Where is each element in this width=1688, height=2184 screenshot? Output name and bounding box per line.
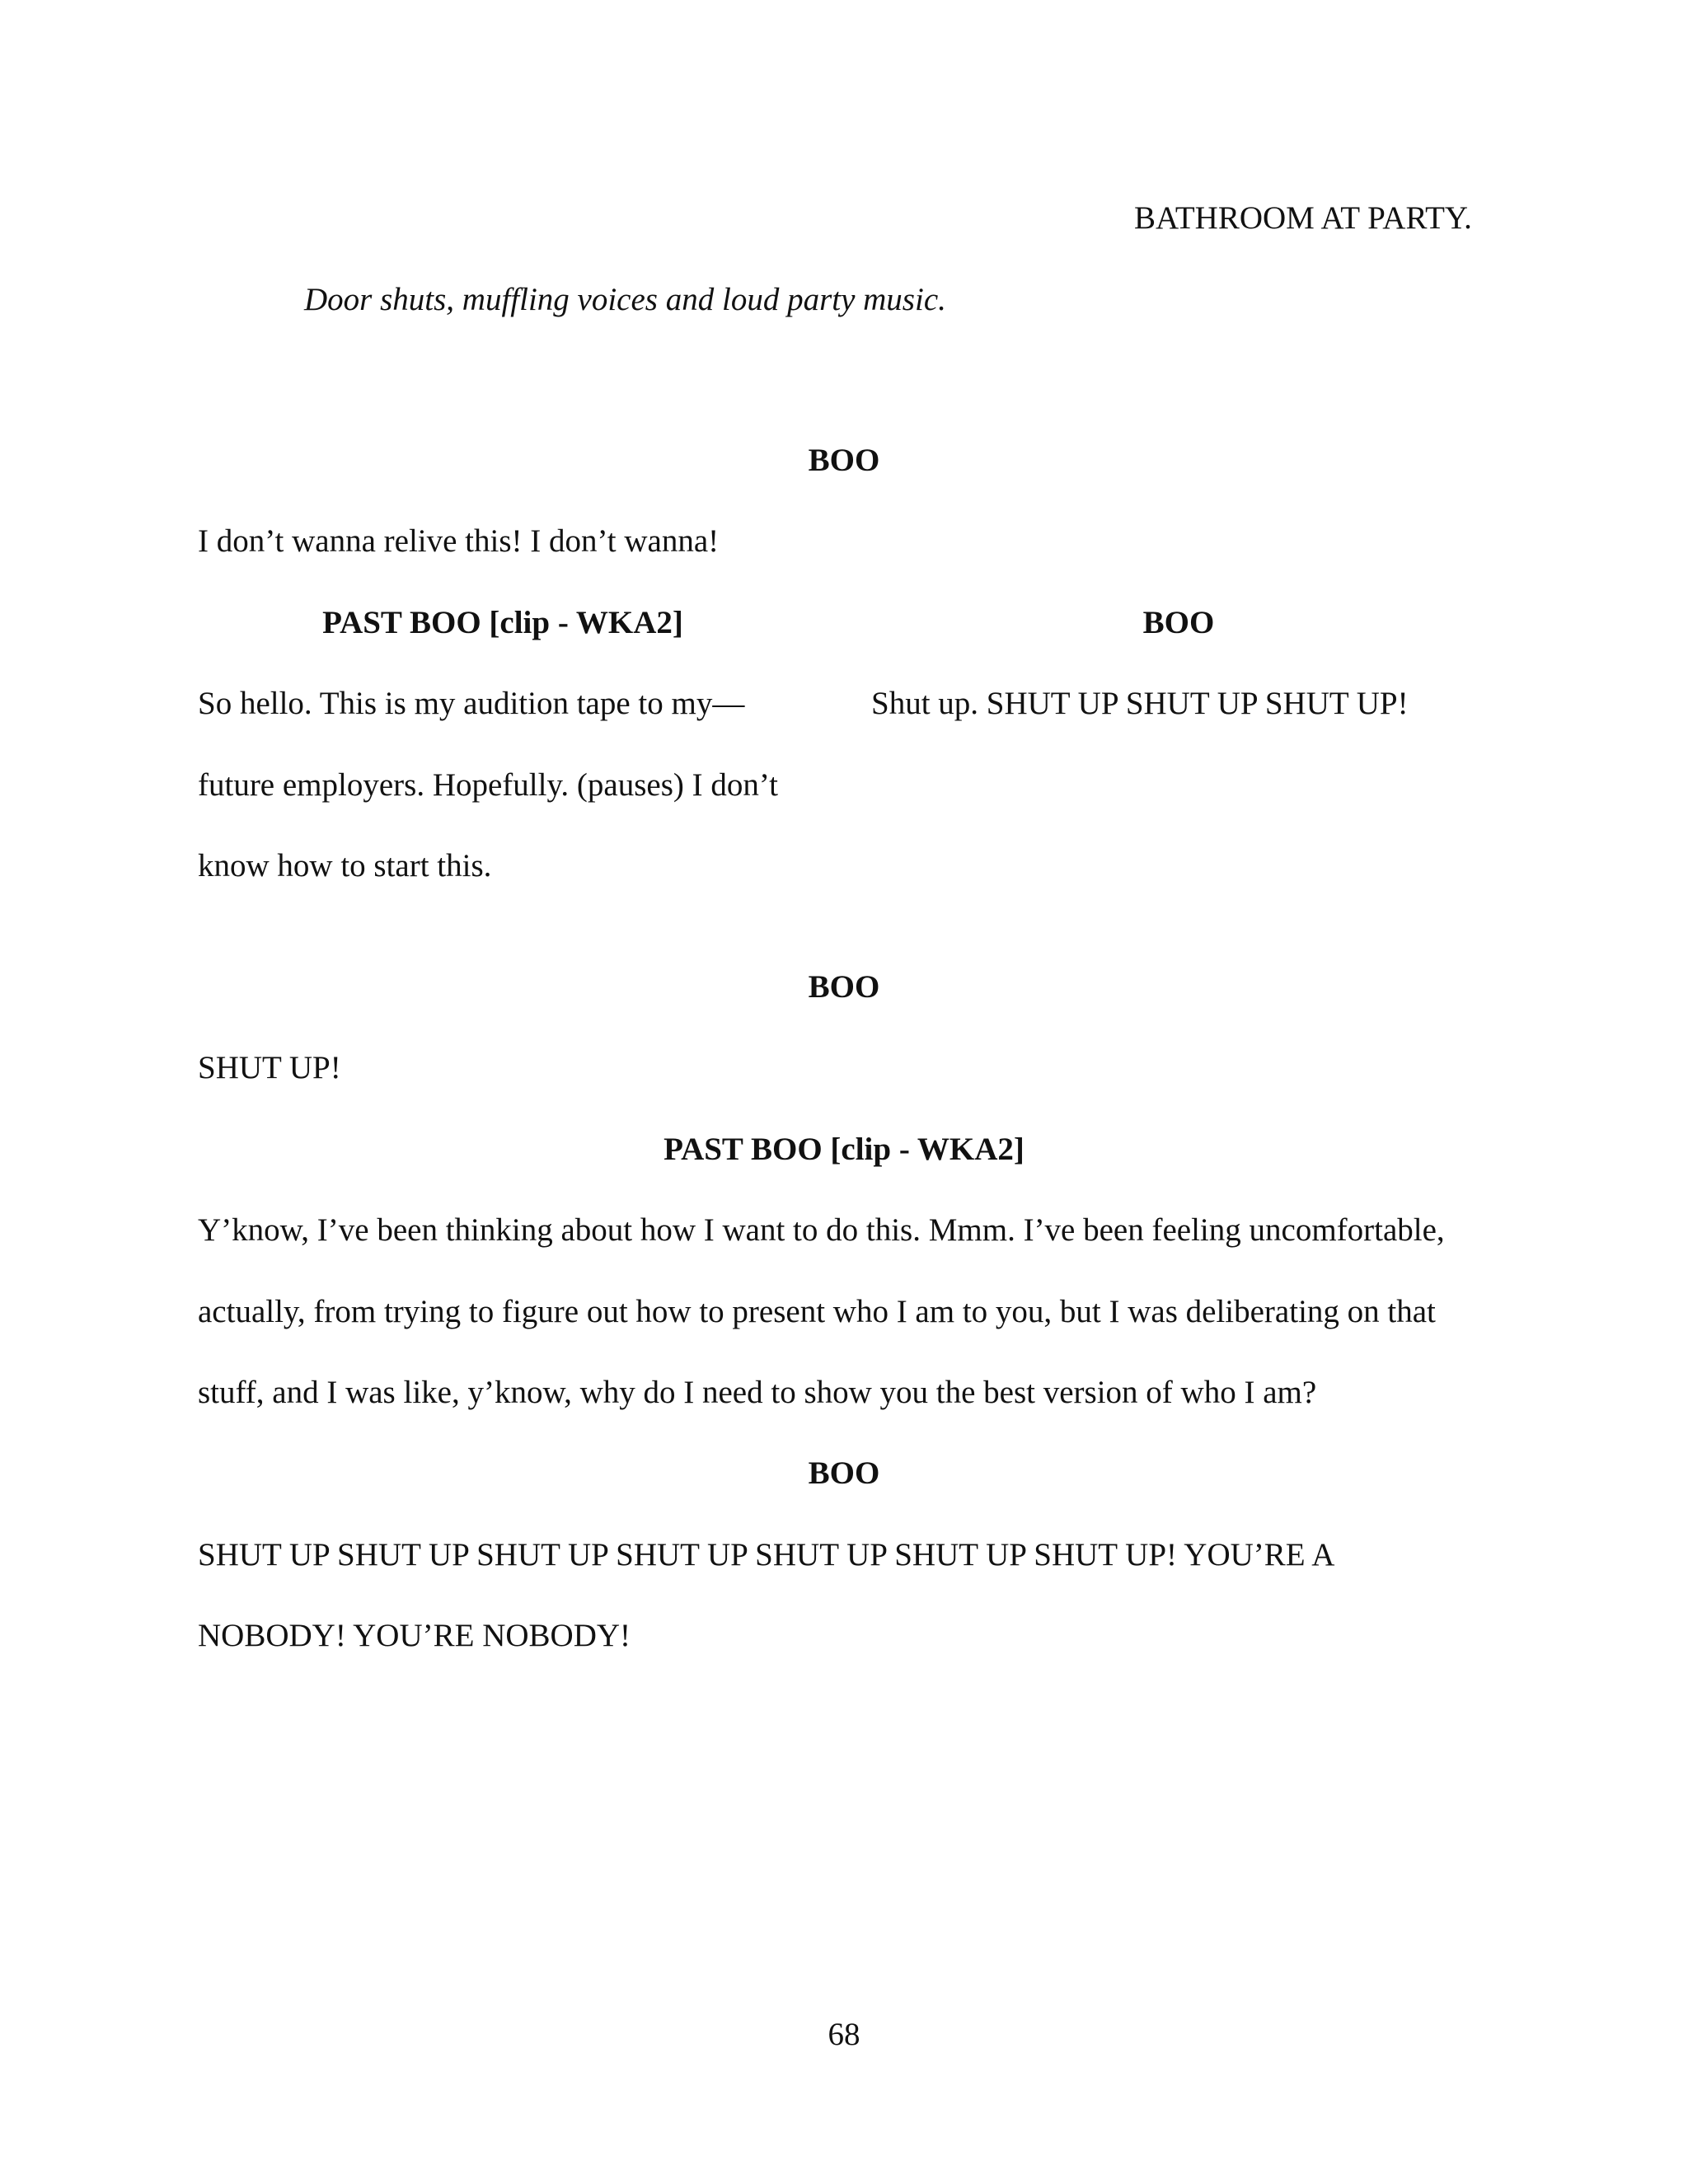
speaker-name-left: PAST BOO [clip - WKA2]: [322, 605, 683, 640]
speaker-name-right: BOO: [1142, 605, 1215, 640]
speaker-name: BOO: [808, 443, 880, 478]
scene-heading: BATHROOM AT PARTY.: [1134, 200, 1472, 236]
dialogue-line-left: future employers. Hopefully. (pauses) I don’t: [198, 767, 778, 803]
stage-direction: Door shuts, muffling voices and loud party music.: [304, 282, 946, 317]
speaker-name: BOO: [808, 969, 880, 1005]
dialogue-line: stuff, and I was like, y’know, why do I need to show you the best version of who I am?: [198, 1375, 1317, 1410]
page-number: 68: [828, 2017, 860, 2052]
dialogue-line: I don’t wanna relive this! I don’t wanna!: [198, 523, 720, 559]
dialogue-line-left: know how to start this.: [198, 848, 492, 883]
dialogue-line-left: So hello. This is my audition tape to my—: [198, 686, 745, 721]
dialogue-line: Y’know, I’ve been thinking about how I want to do this. Mmm. I’ve been feeling uncomfortable,: [198, 1212, 1445, 1248]
speaker-name: PAST BOO [clip - WKA2]: [663, 1132, 1025, 1167]
dialogue-line: actually, from trying to figure out how to present who I am to you, but I was deliberating on that: [198, 1294, 1436, 1329]
dialogue-line: SHUT UP SHUT UP SHUT UP SHUT UP SHUT UP SHUT UP SHUT UP! YOU’RE A: [198, 1537, 1335, 1572]
dialogue-line: NOBODY! YOU’RE NOBODY!: [198, 1618, 631, 1653]
dialogue-line: SHUT UP!: [198, 1050, 341, 1085]
dialogue-line-right: Shut up. SHUT UP SHUT UP SHUT UP!: [871, 686, 1409, 721]
speaker-name: BOO: [808, 1455, 880, 1491]
